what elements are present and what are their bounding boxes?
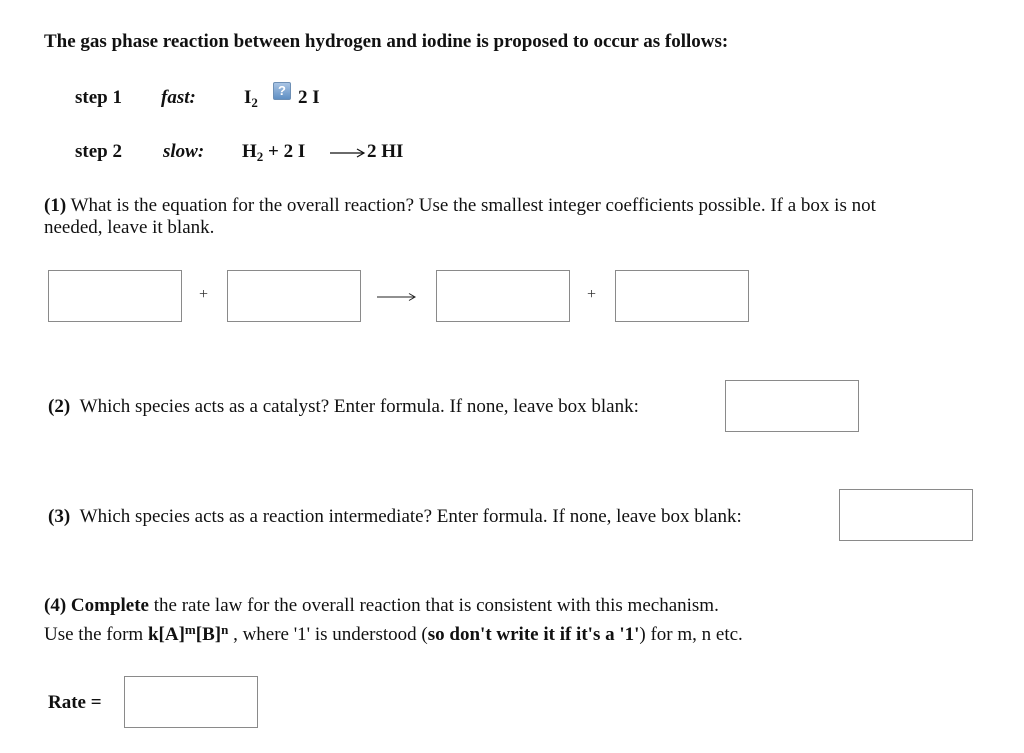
rate-law-input[interactable] [124, 676, 258, 728]
q2-number: (2) [48, 396, 71, 417]
question-3 [48, 506, 742, 528]
q4-line1-text: the rate law for the overall reaction that is consistent with this mechanism. [149, 595, 719, 616]
reactant-box-2[interactable] [227, 270, 361, 322]
rate-law-form: $k[A]^m[B]^n$ [147, 622, 229, 645]
overall-arrow-icon [377, 291, 417, 303]
help-icon[interactable]: ? [273, 82, 291, 100]
step1-product: 2 I [298, 87, 320, 108]
q3-text: Which species acts as a reaction intermediate? Enter formula. If none, leave box blank: [79, 506, 742, 527]
q4-tail: ) for m, n etc. [639, 624, 743, 645]
intermediate-input[interactable] [839, 489, 973, 541]
product-box-1[interactable] [436, 270, 570, 322]
problem-title: The gas phase reaction between hydrogen and iodine is proposed to occur as follows: [44, 31, 729, 52]
question-2 [48, 396, 639, 418]
step1-reactant: $I_2$ [244, 87, 258, 110]
question-4-line1 [44, 595, 719, 617]
step2-speed: slow: [163, 141, 205, 162]
step2-reactants: $H_2 + 2$ I [242, 141, 306, 164]
q4-use-form: Use the form [44, 624, 148, 645]
step1-speed: fast: [161, 87, 196, 108]
rate-label: Rate = [48, 692, 102, 713]
step2-product: 2 HI [367, 141, 404, 162]
plus-sign-1: + [199, 286, 209, 303]
q4-note: so don't write it if it's a '1' [427, 624, 640, 645]
question-1: (1) What is the equation for the overall reaction? Use the smallest integer coefficients possible. If a box is not [44, 195, 876, 216]
q4-lead: (4) Complete [44, 595, 149, 616]
q3-number: (3) [48, 506, 71, 527]
plus-sign-2: + [587, 286, 597, 303]
catalyst-input[interactable] [725, 380, 859, 432]
q2-text: Which species acts as a catalyst? Enter formula. If none, leave box blank: [79, 396, 639, 417]
q4-mid: , where '1' is understood ( [228, 624, 428, 645]
step1-label: step 1 [75, 87, 122, 108]
product-box-2[interactable] [615, 270, 749, 322]
reactant-box-1[interactable] [48, 270, 182, 322]
question-4-line2 [44, 624, 743, 646]
step2-label: step 2 [75, 141, 122, 162]
q1-text: What is the equation for the overall reaction? Use the smallest integer coefficients possible. If a box is not [66, 195, 876, 216]
question-1-line2: needed, leave it blank. [44, 217, 215, 238]
reaction-arrow-icon [330, 146, 366, 160]
